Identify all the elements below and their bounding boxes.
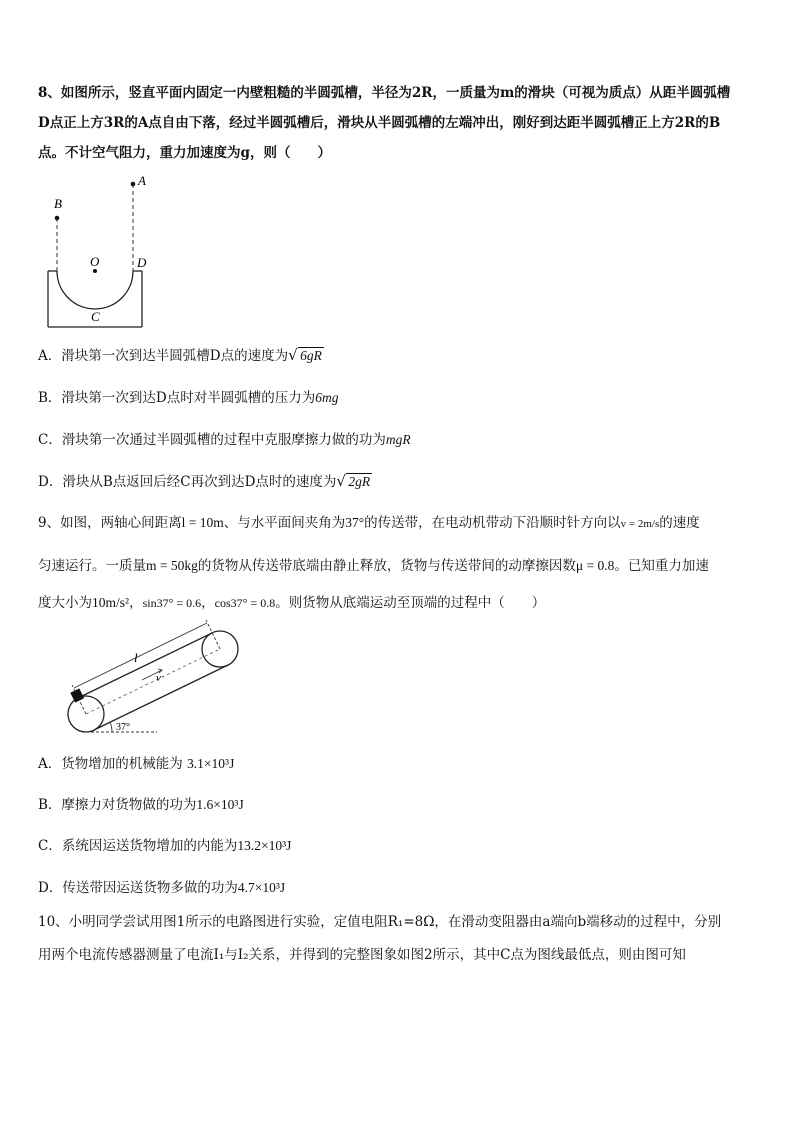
q9-conveyor-figure	[62, 616, 252, 738]
q8-stem-line-2: D点正上方3R的A点自由下落，经过半圆弧槽后，滑块从半圆弧槽的左端冲出，刚好到达距半圆弧槽正上方2R的B	[38, 115, 721, 131]
q8-stem-line-1: 8、如图所示，竖直平面内固定一内壁粗糙的半圆弧槽，半径为2R，一质量为m的滑块（可视为质点）从距半圆弧槽	[38, 85, 731, 101]
q9-option-a[interactable]: A．货物增加的机械能为 3.1×10³J	[38, 756, 235, 772]
q9-option-c[interactable]: C．系统因运送货物增加的内能为13.2×10³J	[38, 838, 292, 854]
q9-stem-line-2: 匀速运行。一质量m = 50kg的货物从传送带底端由静止释放，货物与传送带间的动摩擦因数μ = 0.8。已知重力加速	[38, 558, 709, 574]
q8-stem-line-3: 点。不计空气阻力，重力加速度为g，则（ ）	[38, 145, 331, 161]
q8-option-a[interactable]: A．滑块第一次到达半圆弧槽D点的速度为√ 6gR	[38, 347, 324, 365]
q9-option-d[interactable]: D．传送带因运送货物多做的功为4.7×10³J	[38, 880, 286, 896]
q8-label-b: B	[54, 196, 62, 211]
q9-label-angle: 37°	[116, 722, 130, 733]
q9-label-v: v	[156, 672, 161, 684]
q8-label-o: O	[90, 254, 100, 269]
q10-stem-line-2: 用两个电流传感器测量了电流I₁与I₂关系，并得到的完整图象如图2所示，其中C点为图线最低点，则由图可知	[38, 947, 686, 963]
q8-option-d[interactable]: D．滑块从B点返回后经C再次到达D点时的速度为√ 2gR	[38, 473, 372, 491]
q9-label-l: l	[134, 650, 138, 665]
q9-stem-line-1: 9、如图，两轴心间距离l = 10m、与水平面间夹角为37°的传送带，在电动机带动下沿顺时针方向以v = 2m/s的速度	[38, 515, 700, 531]
q8-label-a: A	[138, 173, 146, 188]
q10-stem-line-1: 10、小明同学尝试用图1所示的电路图进行实验，定值电阻R₁=8Ω，在滑动变阻器由a端向b端移动的过程中，分别	[38, 914, 722, 930]
q8-option-c[interactable]: C．滑块第一次通过半圆弧槽的过程中克服摩擦力做的功为mgR	[38, 432, 411, 448]
q8-label-c: C	[91, 309, 100, 324]
q8-option-b[interactable]: B．滑块第一次到达D点时对半圆弧槽的压力为6mg	[38, 390, 339, 406]
q9-option-b[interactable]: B．摩擦力对货物做的功为1.6×10³J	[38, 797, 244, 813]
q8-label-d: D	[137, 255, 147, 270]
q9-stem-line-3: 度大小为10m/s²，sin37° = 0.6，cos37° = 0.8。则货物从底端运动至顶端的过程中（ ）	[38, 595, 546, 611]
q8-figure	[40, 170, 160, 332]
